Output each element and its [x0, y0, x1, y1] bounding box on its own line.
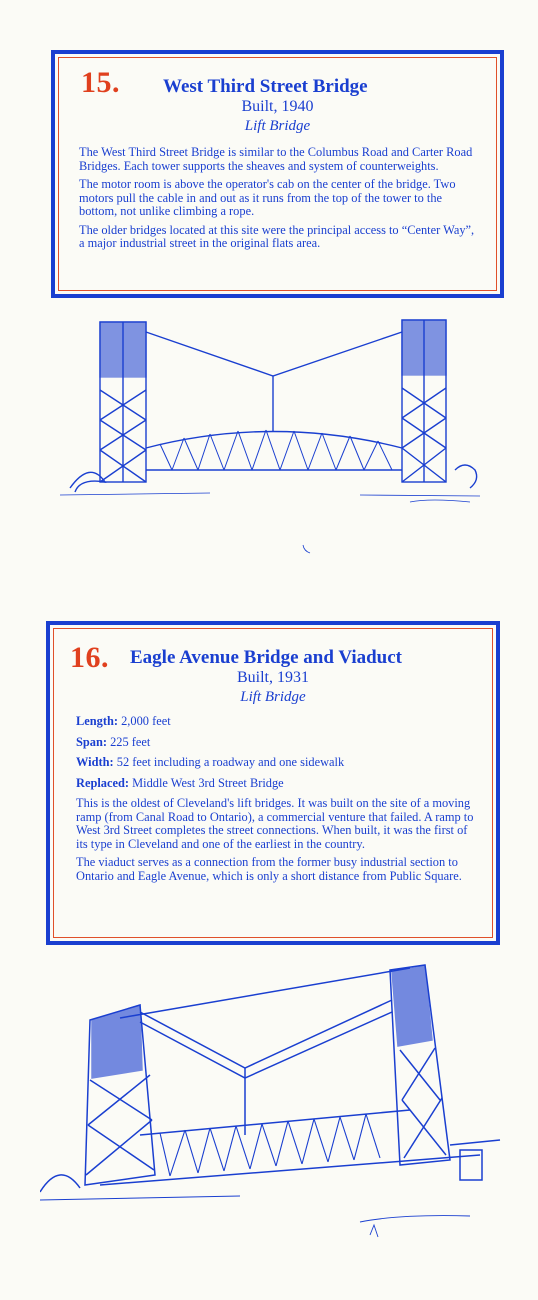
lift-cable — [146, 332, 402, 376]
entry-bridge-type: Lift Bridge — [244, 118, 311, 134]
entry-number: 16. — [70, 641, 109, 674]
body-paragraph: The motor room is above the operator's cab on the center of the bridge. Two motors pull the cable in and out as it runs from the top of the tower to the bottom, not unlike climbing a rope. — [79, 177, 456, 218]
entry-body — [76, 715, 478, 888]
body-paragraph: The West Third Street Bridge is similar to the Columbus Road and Carter Road Bridges. Each tower supports the sheaves and system of counterweights. — [79, 145, 473, 173]
eagle-avenue-bridge-illustration — [40, 960, 510, 1260]
entry-built-year: Built, 1931 — [236, 669, 309, 686]
entry-number: 15. — [81, 66, 120, 99]
entry-body — [79, 146, 482, 256]
spec-width: Width: 52 feet including a roadway and one sidewalk — [76, 755, 345, 769]
spec-replaced: Replaced: Middle West 3rd Street Bridge — [76, 775, 284, 790]
spec-span: Span: 225 feet — [76, 734, 151, 749]
truss-top-chord — [140, 1110, 410, 1135]
spec-length: Length: 2,000 feet — [76, 714, 171, 728]
body-paragraph: The older bridges located at this site were the principal access to “Center Way”, a major industrial street in the original flats area. — [79, 222, 475, 250]
stray-mark — [300, 543, 312, 555]
entry-card-15 — [51, 50, 504, 298]
body-paragraph: This is the oldest of Cleveland's lift bridges. It was built on the site of a moving ramp (from Canal Road to Ontario), a commercial venture that failed. A ramp to West 3rd Street completes the street connections. When built, it was the first of its type in Cleveland and one of the earliest in the country. — [76, 796, 474, 851]
entry-card-16 — [46, 621, 500, 945]
west-third-street-bridge-illustration — [60, 310, 500, 520]
entry-bridge-type: Lift Bridge — [240, 689, 306, 705]
entry-built-year: Built, 1940 — [241, 98, 314, 115]
lift-cable — [140, 1000, 392, 1068]
entry-title: West Third Street Bridge — [163, 76, 368, 97]
body-paragraph: The viaduct serves as a connection from the former busy industrial section to Ontario and Eagle Avenue, which is only a short distance from Public Square. — [76, 855, 462, 883]
entry-title: Eagle Avenue Bridge and Viaduct — [130, 647, 403, 668]
